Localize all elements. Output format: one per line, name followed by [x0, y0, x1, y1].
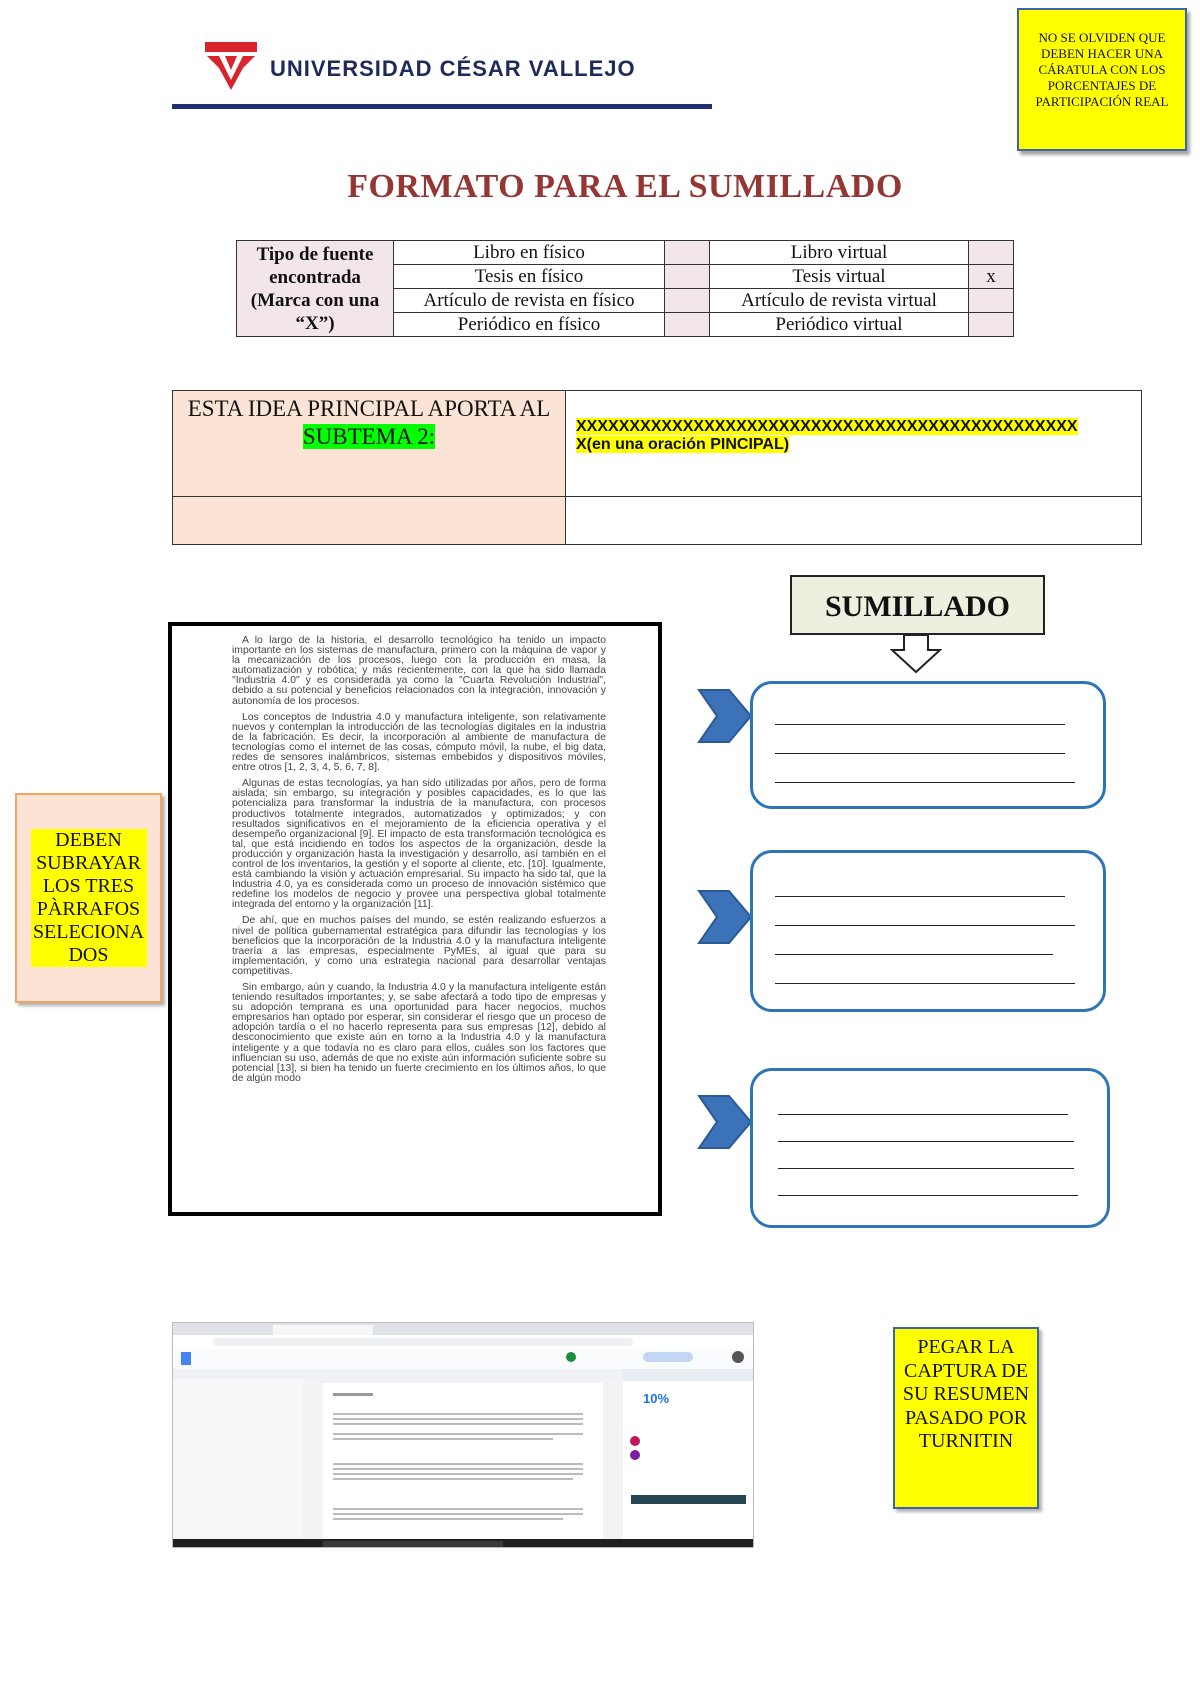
university-name: UNIVERSIDAD CÉSAR VALLEJO	[270, 56, 636, 81]
option-articulo-virtual: Artículo de revista virtual	[710, 289, 969, 313]
similarity-score: 10%	[643, 1391, 670, 1406]
source-type-label: Tipo de fuente encontrada (Marca con una “X”)	[237, 241, 394, 337]
mark-cell[interactable]: x	[969, 265, 1014, 289]
mark-cell[interactable]	[665, 313, 710, 337]
note-caratula: NO SE OLVIDEN QUE DEBEN HACER UNA CÁRATULA CON LOS PORCENTAJES DE PARTICIPACIÓN REAL	[1017, 8, 1187, 151]
page-title: FORMATO PARA EL SUMILLADO	[347, 168, 903, 205]
article-image	[168, 622, 662, 1216]
option-tesis-virtual: Tesis virtual	[710, 265, 969, 289]
option-libro-virtual: Libro virtual	[710, 241, 969, 265]
chevron-right-icon	[695, 1092, 755, 1152]
article-paragraph: Sin embargo, aún y cuando, la Industria 4.0 y la manufactura inteligente están teniendo resultados importantes; y, se sabe afectará a todo tipo de empresas y su adopción temprana es una oportunidad para hacer negocios, muchos empresarios han optado por esperar, sin considerar el riesgo que un proceso de adopción tardía o el no hacerlo representa para sus empresas [12], debido al desconocimiento que existe aún en torno a la Industria 4.0 y la manufactura inteligente y a que todavía no es claro para ellos, cuáles son los factores que influencian su uso, además de que no existe aún información suficiente sobre su potencial [13], si bien ha tenido un fuerte crecimiento en los últimos años, lo que de algún modo	[232, 982, 606, 1084]
option-tesis-fisico: Tesis en físico	[394, 265, 665, 289]
main-idea-label-text: ESTA IDEA PRINCIPAL APORTA AL	[187, 396, 551, 421]
mark-cell[interactable]	[969, 313, 1014, 337]
writing-line	[778, 1141, 1074, 1142]
chevron-right-icon	[695, 686, 755, 746]
writing-line	[775, 896, 1065, 897]
turnitin-screenshot	[172, 1322, 754, 1548]
main-idea-placeholder-tail: X(en una oración PINCIPAL)	[576, 436, 790, 453]
writing-line	[778, 1168, 1074, 1169]
option-periodico-virtual: Periódico virtual	[710, 313, 969, 337]
down-arrow-icon	[890, 634, 942, 674]
option-articulo-fisico: Artículo de revista en físico	[394, 289, 665, 313]
mark-cell[interactable]	[969, 241, 1014, 265]
article-paragraph: Los conceptos de Industria 4.0 y manufactura inteligente, son relativamente nuevos y contemplan la introducción de las tecnologías digitales en la industria de la fabricación. Es decir, la incorporación al ambiente de manufactura de tecnologías como el internet de las cosas, cómputo móvil, la nube, el big data, redes de sensores inalámbricos, sistemas embebidos y dispositivos móviles, entre otros [1, 2, 3, 4, 5, 6, 7, 8].	[232, 711, 606, 774]
writing-line	[775, 983, 1075, 984]
option-periodico-fisico: Periódico en físico	[394, 313, 665, 337]
main-idea-label	[173, 391, 566, 497]
writing-line	[778, 1114, 1068, 1115]
writing-line	[775, 925, 1075, 926]
table-row	[173, 391, 1142, 497]
mark-cell[interactable]	[969, 289, 1014, 313]
writing-line	[775, 782, 1075, 783]
header-divider	[172, 104, 712, 109]
summary-box-3[interactable]	[750, 1068, 1110, 1228]
writing-line	[775, 753, 1065, 754]
option-libro-fisico: Libro en físico	[394, 241, 665, 265]
table-row	[173, 497, 1142, 545]
summary-box-1[interactable]	[750, 681, 1106, 809]
note-subrayar	[15, 793, 162, 1003]
mark-cell[interactable]	[665, 241, 710, 265]
table-row	[237, 241, 1014, 265]
note-subrayar-text: DEBEN SUBRAYAR LOS TRES PÀRRAFOS SELECIONA DOS	[31, 829, 147, 967]
source-type-table	[236, 240, 1014, 337]
subtema-highlight: SUBTEMA 2:	[302, 424, 436, 449]
summary-box-2[interactable]	[750, 850, 1106, 1012]
mark-cell[interactable]	[665, 289, 710, 313]
empty-cell[interactable]	[173, 497, 566, 545]
empty-cell[interactable]	[566, 497, 1142, 545]
sumillado-label: SUMILLADO	[790, 575, 1045, 635]
writing-line	[778, 1195, 1078, 1196]
chevron-right-icon	[695, 887, 755, 947]
main-idea-field[interactable]	[566, 391, 1142, 497]
article-paragraph: A lo largo de la historia, el desarrollo tecnológico ha tenido un impacto importante en los sistemas de manufactura, primero con la máquina de vapor y la mecanización de los procesos, luego con la producción en masa, la automatización y robótica; y más recientemente, con la que ha sido llamada "Industria 4.0" y es considerada ya como la "Cuarta Revolución Industrial", debido a su potencial y beneficios relacionados con la integración, innovación y autonomía de los procesos.	[232, 635, 606, 707]
writing-line	[775, 954, 1053, 955]
university-logo	[205, 42, 257, 92]
mark-cell[interactable]	[665, 265, 710, 289]
main-idea-table	[172, 390, 1142, 545]
writing-line	[775, 724, 1065, 725]
article-paragraph: De ahí, que en muchos países del mundo, se estén realizando esfuerzos a nivel de política gubernamental estratégica para difundir las tecnologías y los beneficios que la incorporación de la Industria 4.0 y la manufactura inteligente traería a las empresas, especialmente PyMEs, al igual que para su implementación, y como una estrategia nacional para desarrollar ventajas competitivas.	[232, 915, 606, 977]
screenshot-mockup	[173, 1323, 754, 1548]
main-idea-placeholder-xs: XXXXXXXXXXXXXXXXXXXXXXXXXXXXXXXXXXXXXXXXXXXXXXX	[576, 418, 1078, 435]
article-paragraph: Algunas de estas tecnologías, ya han sido utilizadas por años, pero de forma aislada; sin embargo, su integración y posibles capacidades, es lo que las potencializa para transformar la industria de la manufactura, con procesos productivos totalmente integrados, automatizados y optimizados; y con resultados significativos en el mejoramiento de la eficiencia operativa y el desempeño organizacional [9]. El impacto de esta transformación tecnológica es tal, que está incidiendo en todos los aspectos de la organización, desde la producción y organización hasta la investigación y desarrollo, así también en el control de los inventarios, la gestión y el soporte al cliente, etc. [10]. Igualmente, está cambiando la visión y actuación empresarial. Su impacto ha sido tal, que la Industria 4.0, ya es considerada como un proceso de innovación sistémico que redefine los modelos de negocio y provee una perspectiva global totalmente integrada del entorno y la organización [11].	[232, 778, 606, 911]
note-turnitin: PEGAR LA CAPTURA DE SU RESUMEN PASADO POR TURNITIN	[893, 1327, 1039, 1509]
